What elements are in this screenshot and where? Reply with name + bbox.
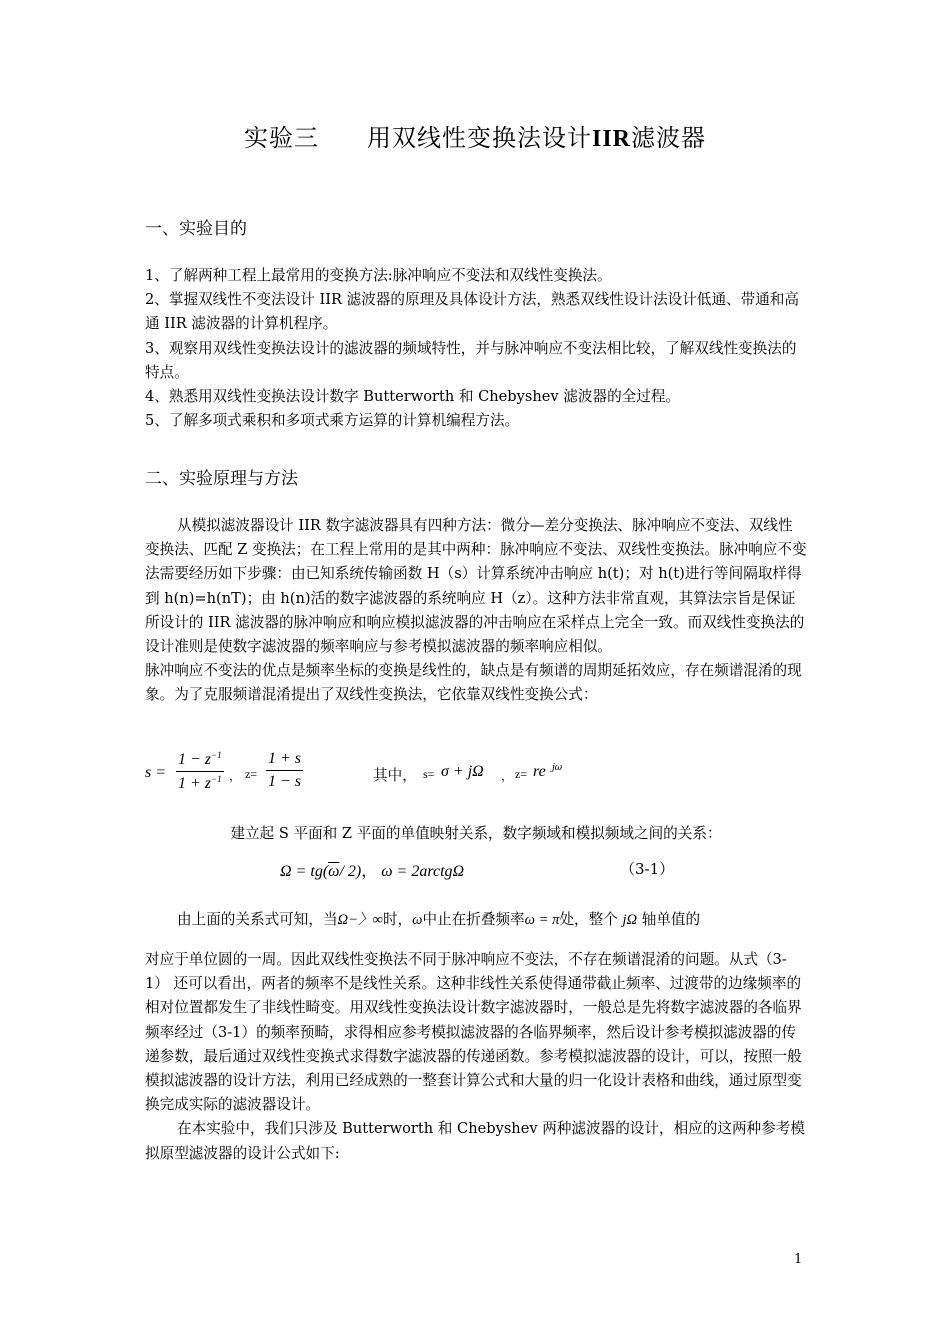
paragraph: 从模拟滤波器设计 IIR 数字滤波器具有四种方法：微分—差分变换法、脉冲响应不变法、双线性变换法、匹配 Z 变换法；在工程上常用的是其中两种：脉冲响应不变法、双线性变换法。脉冲响应不变法需要经历如下步骤：由已知系统传输函数 H（s）计算系统冲击响应 h(t)；对 h(t)进行等间隔取样得到 h(n)=h(nT)；由 h(n)活的数字滤波器的系统响应 H（z）。这种方法非常直观，其算法宗旨是保证所设计的 IIR 滤波器的脉冲响应和响应模拟滤波器的冲击响应在采样点上完全一致。而双线性变换法的设计准则是使数字滤波器的频率响应与参考模拟滤波器的频率响应相似。 [145,517,807,656]
bilinear-formula [145,750,807,802]
formula-sep: ， [229,769,242,783]
section2-heading: 二、实验原理与方法 [145,469,298,489]
formula-s-def: σ + jΩ [441,763,484,780]
paragraph-text: 建立起 S 平面和 Z 平面的单值映射关系，数字频域和模拟频域之间的关系： [230,825,722,842]
math-run: ω [412,912,423,928]
formula-num: 1 − z [178,751,212,768]
formula-s-label: s= [423,767,435,781]
formula-sep: ， [361,863,378,880]
equation-number: （3-1） [620,860,675,878]
formula-rhs2: ω = 2arctgΩ [381,863,465,880]
math-run: ω = π [524,912,560,928]
title-main-a: 用双线性变换法设计 [366,124,592,152]
section1-heading: 一、实验目的 [145,219,247,239]
math-run: Ω−〉∞ [337,912,383,928]
text-run: 时， [382,911,413,928]
list-item: 2、掌握双线性不变法设计 IIR 滤波器的原理及具体设计方法，熟悉双线性设计法设计低通、带通和高通 IIR 滤波器的计算机程序。 [145,291,800,333]
formula-z-sup: jω [552,763,563,773]
text-run: 中止在折叠频率 [422,911,525,928]
formula-z-def: re [533,763,546,780]
formula-z-label: z= [515,767,528,781]
principle-text [145,514,807,708]
formula-den: 1 + z [178,775,212,792]
paragraph [145,908,807,932]
title-bold: IIR [591,126,631,152]
list-item: 1、了解两种工程上最常用的变换方法:脉冲响应不变法和双线性变换法。 [145,267,612,284]
formula-den: 1 − s [268,773,302,790]
formula-sup: −1 [211,774,222,784]
page-title [0,118,950,153]
formula-sep: ， [501,769,514,783]
page-number: 1 [794,1252,803,1267]
paragraph: 对应于单位圆的一周。因此双线性变换法不同于脉冲响应不变法，不存在频谱混淆的问题。从式（3-1） 还可以看出，两者的频率不是线性关系。这种非线性关系使得通带截止频率、过渡带的边缘频率的相对位置都发生了非线性畸变。用双线性变换法设计数字滤波器时，一般总是先将数字滤波器的各临界频率经过（3-1）的频率预畸，求得相应参考模拟滤波器的各临界频率，然后设计参考模拟滤波器的传递参数，最后通过双线性变换式求得数字滤波器的传递函数。参考模拟滤波器的设计，可以，按照一般模拟滤波器的设计方法，利用已经成熟的一整套计算公式和大量的归一化设计表格和曲线，通过原型变换完成实际的滤波器设计。 [145,951,802,1114]
paragraph [145,822,807,846]
formula-rhs: / 2) [339,863,362,880]
list-item: 5、了解多项式乘积和多项式乘方运算的计算机编程方法。 [145,412,520,430]
title-prefix: 实验三 [243,124,319,152]
math-run: jΩ [622,912,638,928]
text-run: 轴单值的 [641,911,701,928]
formula-sup: −1 [211,750,222,760]
paragraph: 在本实验中，我们只涉及 Butterworth 和 Chebyshev 两种滤波器的设计，相应的这两种参考模拟原型滤波器的设计公式如下: [145,1120,805,1162]
formula-s-eq: s = [145,764,167,781]
text-run: 处，整个 [559,911,618,928]
formula-omega: $\overline{\omega}$ [328,863,340,880]
objectives-list [145,264,807,433]
formula-where: 其中， [373,767,417,784]
text-run: 由上面的关系式可知，当 [177,911,338,928]
formula-num: 1 + s [266,750,303,771]
list-item: 4、熟悉用双线性变换法设计数字 Butterworth 和 Chebyshev 滤波器的全过程。 [145,388,681,406]
title-main-b: 滤波器 [631,124,706,152]
paragraph: 脉冲响应不变法的优点是频率坐标的变换是线性的，缺点是有频谱的周期延拓效应，存在频谱混淆的现象。为了克服频谱混淆提出了双线性变换法，它依靠双线性变换公式： [145,662,802,704]
fraction [176,750,224,793]
frequency-relation-formula [280,858,464,881]
formula-z-eq: z= [245,767,258,781]
list-item: 3、观察用双线性变换法设计的滤波器的频域特性，并与脉冲响应不变法相比较，了解双线性变换法的特点。 [145,339,797,381]
formula-lhs: Ω = tg( [280,863,329,880]
principle-text-continued [145,948,807,1166]
fraction [266,750,303,791]
